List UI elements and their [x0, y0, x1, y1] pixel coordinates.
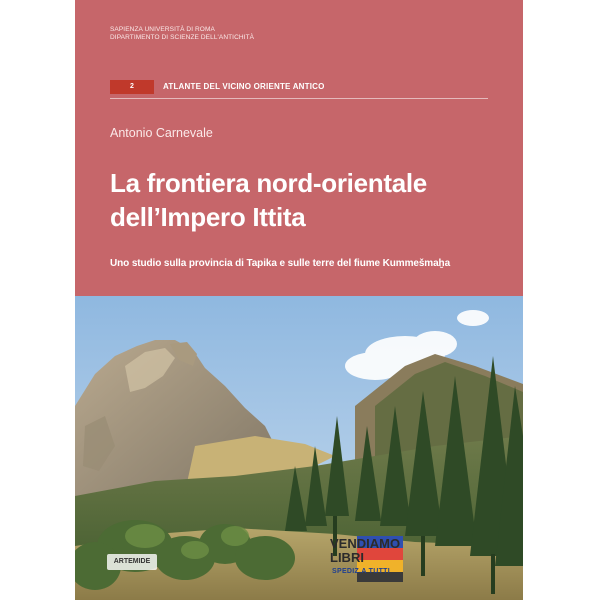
book-cover [75, 0, 523, 600]
series-number-badge: 2 [110, 80, 154, 94]
book-title-line-2: dell’Impero Ittita [110, 202, 306, 232]
institution-line-1: SAPIENZA UNIVERSITÀ DI ROMA [110, 26, 215, 33]
book-subtitle: Uno studio sulla provincia di Tapika e sulle terre del fiume Kummešmaḫa [110, 258, 451, 269]
cover-header [75, 0, 523, 296]
series-divider [110, 98, 488, 99]
institution-line-2: DIPARTIMENTO DI SCIENZE DELL'ANTICHITÀ [110, 34, 255, 41]
book-title [110, 166, 427, 234]
sticker-line-3: SPEDIZ.A TUTTI [332, 568, 390, 575]
author-name: Antonio Carnevale [110, 126, 213, 140]
sticker-line-1: VENDIAMO [330, 536, 401, 551]
sticker-line-2: LIBRI [330, 550, 364, 565]
seller-sticker [330, 537, 400, 565]
book-title-line-1: La frontiera nord-orientale [110, 168, 427, 198]
publisher-logo: ARTEMIDE [107, 554, 157, 570]
institution-block [110, 26, 254, 42]
series-title: ATLANTE DEL VICINO ORIENTE ANTICO [163, 82, 325, 91]
